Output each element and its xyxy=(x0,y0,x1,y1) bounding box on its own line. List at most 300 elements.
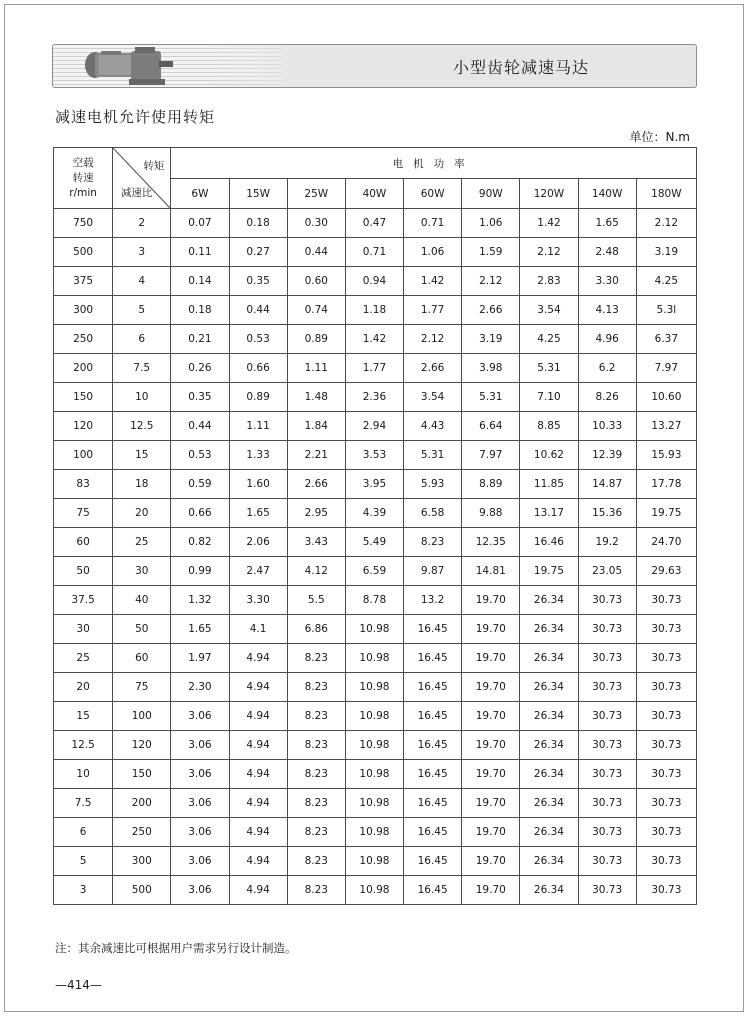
torque-cell: 2.12 xyxy=(636,209,696,238)
torque-cell: 0.94 xyxy=(345,267,403,296)
torque-cell: 30.73 xyxy=(578,673,636,702)
table-row xyxy=(54,760,697,789)
unit-label: 单位：N.m xyxy=(629,130,690,144)
table-row xyxy=(54,325,697,354)
torque-cell: 7.97 xyxy=(462,441,520,470)
speed-cell: 250 xyxy=(54,325,113,354)
power-column-header: 40W xyxy=(345,179,403,209)
torque-cell: 8.26 xyxy=(578,383,636,412)
torque-cell: 15.36 xyxy=(578,499,636,528)
speed-cell: 30 xyxy=(54,615,113,644)
speed-cell: 15 xyxy=(54,702,113,731)
torque-cell: 30.73 xyxy=(578,644,636,673)
torque-cell: 2.12 xyxy=(520,238,578,267)
speed-cell: 60 xyxy=(54,528,113,557)
torque-cell: 30.73 xyxy=(636,876,696,905)
speed-cell: 6 xyxy=(54,818,113,847)
torque-cell: 0.99 xyxy=(171,557,229,586)
table-row xyxy=(54,528,697,557)
table-row xyxy=(54,557,697,586)
speed-cell: 7.5 xyxy=(54,789,113,818)
torque-cell: 2.21 xyxy=(287,441,345,470)
torque-cell: 30.73 xyxy=(578,818,636,847)
torque-cell: 12.35 xyxy=(462,528,520,557)
table-row xyxy=(54,818,697,847)
torque-cell: 19.70 xyxy=(462,586,520,615)
torque-cell: 26.34 xyxy=(520,818,578,847)
torque-cell: 19.75 xyxy=(636,499,696,528)
ratio-cell: 25 xyxy=(113,528,171,557)
torque-cell: 4.43 xyxy=(404,412,462,441)
speed-cell: 75 xyxy=(54,499,113,528)
torque-cell: 3.06 xyxy=(171,847,229,876)
table-row xyxy=(54,441,697,470)
torque-cell: 1.33 xyxy=(229,441,287,470)
torque-cell: 10.98 xyxy=(345,644,403,673)
torque-cell: 4.39 xyxy=(345,499,403,528)
torque-cell: 8.23 xyxy=(287,702,345,731)
torque-cell: 3.54 xyxy=(404,383,462,412)
torque-cell: 2.66 xyxy=(404,354,462,383)
speed-cell: 5 xyxy=(54,847,113,876)
ratio-cell: 4 xyxy=(113,267,171,296)
torque-cell: 3.06 xyxy=(171,876,229,905)
torque-cell: 10.33 xyxy=(578,412,636,441)
torque-cell: 0.53 xyxy=(229,325,287,354)
speed-cell: 120 xyxy=(54,412,113,441)
power-column-header: 140W xyxy=(578,179,636,209)
torque-cell: 0.14 xyxy=(171,267,229,296)
torque-cell: 1.06 xyxy=(404,238,462,267)
torque-cell: 2.47 xyxy=(229,557,287,586)
torque-cell: 26.34 xyxy=(520,760,578,789)
torque-cell: 8.89 xyxy=(462,470,520,499)
torque-cell: 10.98 xyxy=(345,702,403,731)
torque-cell: 7.97 xyxy=(636,354,696,383)
torque-cell: 1.11 xyxy=(229,412,287,441)
torque-cell: 10.98 xyxy=(345,789,403,818)
torque-cell: 0.11 xyxy=(171,238,229,267)
torque-cell: 2.83 xyxy=(520,267,578,296)
torque-cell: 8.23 xyxy=(287,644,345,673)
torque-cell: 13.2 xyxy=(404,586,462,615)
torque-cell: 1.42 xyxy=(345,325,403,354)
speed-cell: 150 xyxy=(54,383,113,412)
table-row xyxy=(54,238,697,267)
torque-cell: 26.34 xyxy=(520,876,578,905)
speed-cell: 300 xyxy=(54,296,113,325)
torque-cell: 16.45 xyxy=(404,818,462,847)
torque-cell: 30.73 xyxy=(578,876,636,905)
torque-cell: 4.94 xyxy=(229,789,287,818)
torque-cell: 10.98 xyxy=(345,731,403,760)
torque-cell: 14.81 xyxy=(462,557,520,586)
torque-cell: 0.82 xyxy=(171,528,229,557)
torque-cell: 2.12 xyxy=(462,267,520,296)
header-banner xyxy=(52,44,697,88)
speed-cell: 375 xyxy=(54,267,113,296)
table-row xyxy=(54,702,697,731)
torque-cell: 1.32 xyxy=(171,586,229,615)
torque-cell: 1.77 xyxy=(345,354,403,383)
footnote: 注：其余减速比可根据用户需求另行设计制造。 xyxy=(55,941,297,955)
torque-cell: 23.05 xyxy=(578,557,636,586)
torque-cell: 26.34 xyxy=(520,847,578,876)
table-row xyxy=(54,412,697,441)
ratio-cell: 2 xyxy=(113,209,171,238)
ratio-cell: 7.5 xyxy=(113,354,171,383)
torque-cell: 5.49 xyxy=(345,528,403,557)
torque-cell: 0.60 xyxy=(287,267,345,296)
torque-cell: 5.31 xyxy=(462,383,520,412)
torque-cell: 8.23 xyxy=(287,789,345,818)
torque-cell: 7.10 xyxy=(520,383,578,412)
torque-cell: 19.2 xyxy=(578,528,636,557)
torque-cell: 16.45 xyxy=(404,876,462,905)
torque-cell: 30.73 xyxy=(578,847,636,876)
speed-cell: 100 xyxy=(54,441,113,470)
torque-cell: 30.73 xyxy=(636,818,696,847)
ratio-cell: 5 xyxy=(113,296,171,325)
torque-cell: 30.73 xyxy=(636,586,696,615)
torque-cell: 8.85 xyxy=(520,412,578,441)
speed-header: 空载 转速 r/min xyxy=(54,148,113,209)
torque-cell: 13.17 xyxy=(520,499,578,528)
power-column-header: 60W xyxy=(404,179,462,209)
torque-cell: 6.58 xyxy=(404,499,462,528)
ratio-cell: 300 xyxy=(113,847,171,876)
torque-cell: 19.70 xyxy=(462,818,520,847)
torque-label: 转矩 xyxy=(143,160,165,172)
ratio-cell: 18 xyxy=(113,470,171,499)
header-title: 小型齿轮减速马达 xyxy=(453,58,590,77)
torque-cell: 11.85 xyxy=(520,470,578,499)
torque-cell: 0.07 xyxy=(171,209,229,238)
torque-cell: 1.77 xyxy=(404,296,462,325)
torque-cell: 15.93 xyxy=(636,441,696,470)
table-row xyxy=(54,499,697,528)
ratio-cell: 30 xyxy=(113,557,171,586)
ratio-cell: 50 xyxy=(113,615,171,644)
torque-cell: 4.94 xyxy=(229,760,287,789)
speed-cell: 10 xyxy=(54,760,113,789)
speed-cell: 20 xyxy=(54,673,113,702)
torque-cell: 10.98 xyxy=(345,818,403,847)
torque-cell: 10.98 xyxy=(345,673,403,702)
torque-cell: 1.65 xyxy=(171,615,229,644)
ratio-cell: 150 xyxy=(113,760,171,789)
speed-cell: 200 xyxy=(54,354,113,383)
ratio-cell: 3 xyxy=(113,238,171,267)
torque-cell: 26.34 xyxy=(520,644,578,673)
ratio-cell: 10 xyxy=(113,383,171,412)
torque-cell: 0.71 xyxy=(404,209,462,238)
torque-cell: 5.5 xyxy=(287,586,345,615)
torque-cell: 5.31 xyxy=(404,441,462,470)
page-number: —414— xyxy=(55,978,102,992)
torque-cell: 2.66 xyxy=(462,296,520,325)
torque-cell: 12.39 xyxy=(578,441,636,470)
torque-cell: 0.53 xyxy=(171,441,229,470)
torque-cell: 16.46 xyxy=(520,528,578,557)
torque-cell: 1.42 xyxy=(520,209,578,238)
table-row xyxy=(54,586,697,615)
speed-cell: 12.5 xyxy=(54,731,113,760)
torque-cell: 1.65 xyxy=(578,209,636,238)
torque-cell: 0.74 xyxy=(287,296,345,325)
torque-cell: 4.94 xyxy=(229,644,287,673)
torque-cell: 3.06 xyxy=(171,702,229,731)
torque-cell: 8.23 xyxy=(404,528,462,557)
torque-cell: 1.59 xyxy=(462,238,520,267)
torque-cell: 1.84 xyxy=(287,412,345,441)
torque-cell: 29.63 xyxy=(636,557,696,586)
torque-cell: 16.45 xyxy=(404,789,462,818)
power-header: 电机功率 xyxy=(171,148,697,179)
torque-cell: 2.48 xyxy=(578,238,636,267)
torque-cell: 16.45 xyxy=(404,615,462,644)
torque-cell: 0.26 xyxy=(171,354,229,383)
torque-cell: 26.34 xyxy=(520,731,578,760)
torque-cell: 0.30 xyxy=(287,209,345,238)
table-row xyxy=(54,267,697,296)
torque-cell: 6.37 xyxy=(636,325,696,354)
torque-cell: 9.88 xyxy=(462,499,520,528)
torque-cell: 0.44 xyxy=(171,412,229,441)
power-column-header: 6W xyxy=(171,179,229,209)
torque-cell: 10.98 xyxy=(345,876,403,905)
torque-cell: 4.94 xyxy=(229,731,287,760)
torque-cell: 2.06 xyxy=(229,528,287,557)
torque-cell: 9.87 xyxy=(404,557,462,586)
torque-cell: 1.65 xyxy=(229,499,287,528)
torque-cell: 4.94 xyxy=(229,876,287,905)
torque-cell: 2.30 xyxy=(171,673,229,702)
torque-cell: 30.73 xyxy=(636,760,696,789)
torque-cell: 30.73 xyxy=(636,644,696,673)
torque-cell: 0.47 xyxy=(345,209,403,238)
torque-cell: 4.13 xyxy=(578,296,636,325)
torque-cell: 8.23 xyxy=(287,876,345,905)
torque-table xyxy=(53,147,697,905)
torque-cell: 19.75 xyxy=(520,557,578,586)
table-row xyxy=(54,615,697,644)
ratio-cell: 75 xyxy=(113,673,171,702)
torque-cell: 3.06 xyxy=(171,760,229,789)
torque-cell: 0.18 xyxy=(229,209,287,238)
torque-cell: 3.53 xyxy=(345,441,403,470)
torque-cell: 0.27 xyxy=(229,238,287,267)
torque-cell: 10.62 xyxy=(520,441,578,470)
torque-cell: 30.73 xyxy=(578,702,636,731)
power-column-header: 15W xyxy=(229,179,287,209)
torque-cell: 16.45 xyxy=(404,644,462,673)
speed-cell: 750 xyxy=(54,209,113,238)
torque-cell: 10.98 xyxy=(345,760,403,789)
power-column-header: 25W xyxy=(287,179,345,209)
torque-cell: 30.73 xyxy=(636,847,696,876)
torque-cell: 16.45 xyxy=(404,760,462,789)
speed-cell: 500 xyxy=(54,238,113,267)
ratio-label: 减速比 xyxy=(120,187,153,199)
torque-cell: 19.70 xyxy=(462,702,520,731)
torque-cell: 10.60 xyxy=(636,383,696,412)
torque-cell: 30.73 xyxy=(636,615,696,644)
torque-cell: 19.70 xyxy=(462,847,520,876)
table-row xyxy=(54,296,697,325)
torque-cell: 30.73 xyxy=(578,760,636,789)
torque-cell: 1.60 xyxy=(229,470,287,499)
table-row xyxy=(54,470,697,499)
torque-cell: 26.34 xyxy=(520,673,578,702)
torque-cell: 4.94 xyxy=(229,847,287,876)
torque-cell: 0.35 xyxy=(171,383,229,412)
torque-cell: 0.59 xyxy=(171,470,229,499)
torque-cell: 10.98 xyxy=(345,847,403,876)
torque-cell: 0.18 xyxy=(171,296,229,325)
torque-cell: 13.27 xyxy=(636,412,696,441)
section-title: 减速电机允许使用转矩 xyxy=(55,108,216,126)
ratio-cell: 20 xyxy=(113,499,171,528)
torque-cell: 14.87 xyxy=(578,470,636,499)
torque-cell: 4.94 xyxy=(229,818,287,847)
torque-cell: 2.95 xyxy=(287,499,345,528)
torque-cell: 6.86 xyxy=(287,615,345,644)
torque-cell: 0.44 xyxy=(229,296,287,325)
torque-cell: 1.18 xyxy=(345,296,403,325)
torque-cell: 30.73 xyxy=(578,615,636,644)
torque-cell: 8.23 xyxy=(287,847,345,876)
torque-cell: 0.66 xyxy=(229,354,287,383)
torque-cell: 0.89 xyxy=(287,325,345,354)
torque-cell: 24.70 xyxy=(636,528,696,557)
torque-cell: 4.94 xyxy=(229,673,287,702)
torque-cell: 19.70 xyxy=(462,615,520,644)
torque-cell: 17.78 xyxy=(636,470,696,499)
torque-cell: 30.73 xyxy=(578,731,636,760)
torque-cell: 3.06 xyxy=(171,818,229,847)
speed-cell: 50 xyxy=(54,557,113,586)
torque-cell: 19.70 xyxy=(462,731,520,760)
torque-cell: 3.30 xyxy=(229,586,287,615)
torque-cell: 19.70 xyxy=(462,644,520,673)
torque-cell: 1.11 xyxy=(287,354,345,383)
torque-table-body xyxy=(54,209,697,905)
torque-cell: 3.19 xyxy=(462,325,520,354)
torque-cell: 3.43 xyxy=(287,528,345,557)
torque-cell: 4.1 xyxy=(229,615,287,644)
table-row xyxy=(54,847,697,876)
torque-cell: 4.12 xyxy=(287,557,345,586)
torque-cell: 8.23 xyxy=(287,731,345,760)
torque-cell: 6.59 xyxy=(345,557,403,586)
ratio-cell: 60 xyxy=(113,644,171,673)
torque-cell: 3.98 xyxy=(462,354,520,383)
speed-cell: 3 xyxy=(54,876,113,905)
speed-cell: 83 xyxy=(54,470,113,499)
torque-cell: 10.98 xyxy=(345,615,403,644)
torque-cell: 0.44 xyxy=(287,238,345,267)
torque-cell: 19.70 xyxy=(462,760,520,789)
torque-cell: 8.23 xyxy=(287,760,345,789)
ratio-cell: 12.5 xyxy=(113,412,171,441)
torque-cell: 26.34 xyxy=(520,586,578,615)
torque-cell: 2.66 xyxy=(287,470,345,499)
torque-cell: 4.25 xyxy=(520,325,578,354)
ratio-cell: 500 xyxy=(113,876,171,905)
ratio-cell: 200 xyxy=(113,789,171,818)
table-row xyxy=(54,673,697,702)
torque-cell: 0.89 xyxy=(229,383,287,412)
torque-cell: 30.73 xyxy=(578,789,636,818)
torque-cell: 4.96 xyxy=(578,325,636,354)
ratio-cell: 40 xyxy=(113,586,171,615)
torque-cell: 26.34 xyxy=(520,789,578,818)
torque-cell: 1.97 xyxy=(171,644,229,673)
power-column-header: 180W xyxy=(636,179,696,209)
torque-cell: 2.12 xyxy=(404,325,462,354)
torque-cell: 19.70 xyxy=(462,789,520,818)
torque-cell: 3.54 xyxy=(520,296,578,325)
torque-cell: 16.45 xyxy=(404,847,462,876)
torque-cell: 19.70 xyxy=(462,673,520,702)
table-row xyxy=(54,789,697,818)
ratio-cell: 6 xyxy=(113,325,171,354)
table-row xyxy=(54,383,697,412)
speed-cell: 37.5 xyxy=(54,586,113,615)
torque-cell: 0.66 xyxy=(171,499,229,528)
table-row xyxy=(54,644,697,673)
torque-cell: 8.78 xyxy=(345,586,403,615)
torque-cell: 6.2 xyxy=(578,354,636,383)
torque-cell: 30.73 xyxy=(636,673,696,702)
torque-cell: 4.94 xyxy=(229,702,287,731)
torque-cell: 5.31 xyxy=(520,354,578,383)
torque-cell: 2.94 xyxy=(345,412,403,441)
torque-cell: 8.23 xyxy=(287,818,345,847)
torque-cell: 19.70 xyxy=(462,876,520,905)
torque-cell: 26.34 xyxy=(520,702,578,731)
torque-cell: 30.73 xyxy=(636,789,696,818)
torque-cell: 2.36 xyxy=(345,383,403,412)
ratio-cell: 15 xyxy=(113,441,171,470)
torque-cell: 3.06 xyxy=(171,731,229,760)
power-column-header: 90W xyxy=(462,179,520,209)
ratio-cell: 120 xyxy=(113,731,171,760)
torque-cell: 5.93 xyxy=(404,470,462,499)
torque-cell: 16.45 xyxy=(404,731,462,760)
table-row xyxy=(54,209,697,238)
torque-cell: 30.73 xyxy=(578,586,636,615)
torque-cell: 26.34 xyxy=(520,615,578,644)
torque-cell: 1.06 xyxy=(462,209,520,238)
torque-cell: 5.3l xyxy=(636,296,696,325)
torque-cell: 8.23 xyxy=(287,673,345,702)
gear-motor-image xyxy=(71,45,181,87)
torque-cell: 3.95 xyxy=(345,470,403,499)
torque-cell: 6.64 xyxy=(462,412,520,441)
torque-cell: 16.45 xyxy=(404,702,462,731)
torque-cell: 0.21 xyxy=(171,325,229,354)
diagonal-header-cell xyxy=(113,148,171,209)
torque-cell: 3.19 xyxy=(636,238,696,267)
torque-cell: 1.48 xyxy=(287,383,345,412)
torque-cell: 0.71 xyxy=(345,238,403,267)
torque-cell: 30.73 xyxy=(636,731,696,760)
torque-cell: 0.35 xyxy=(229,267,287,296)
ratio-cell: 250 xyxy=(113,818,171,847)
torque-cell: 30.73 xyxy=(636,702,696,731)
